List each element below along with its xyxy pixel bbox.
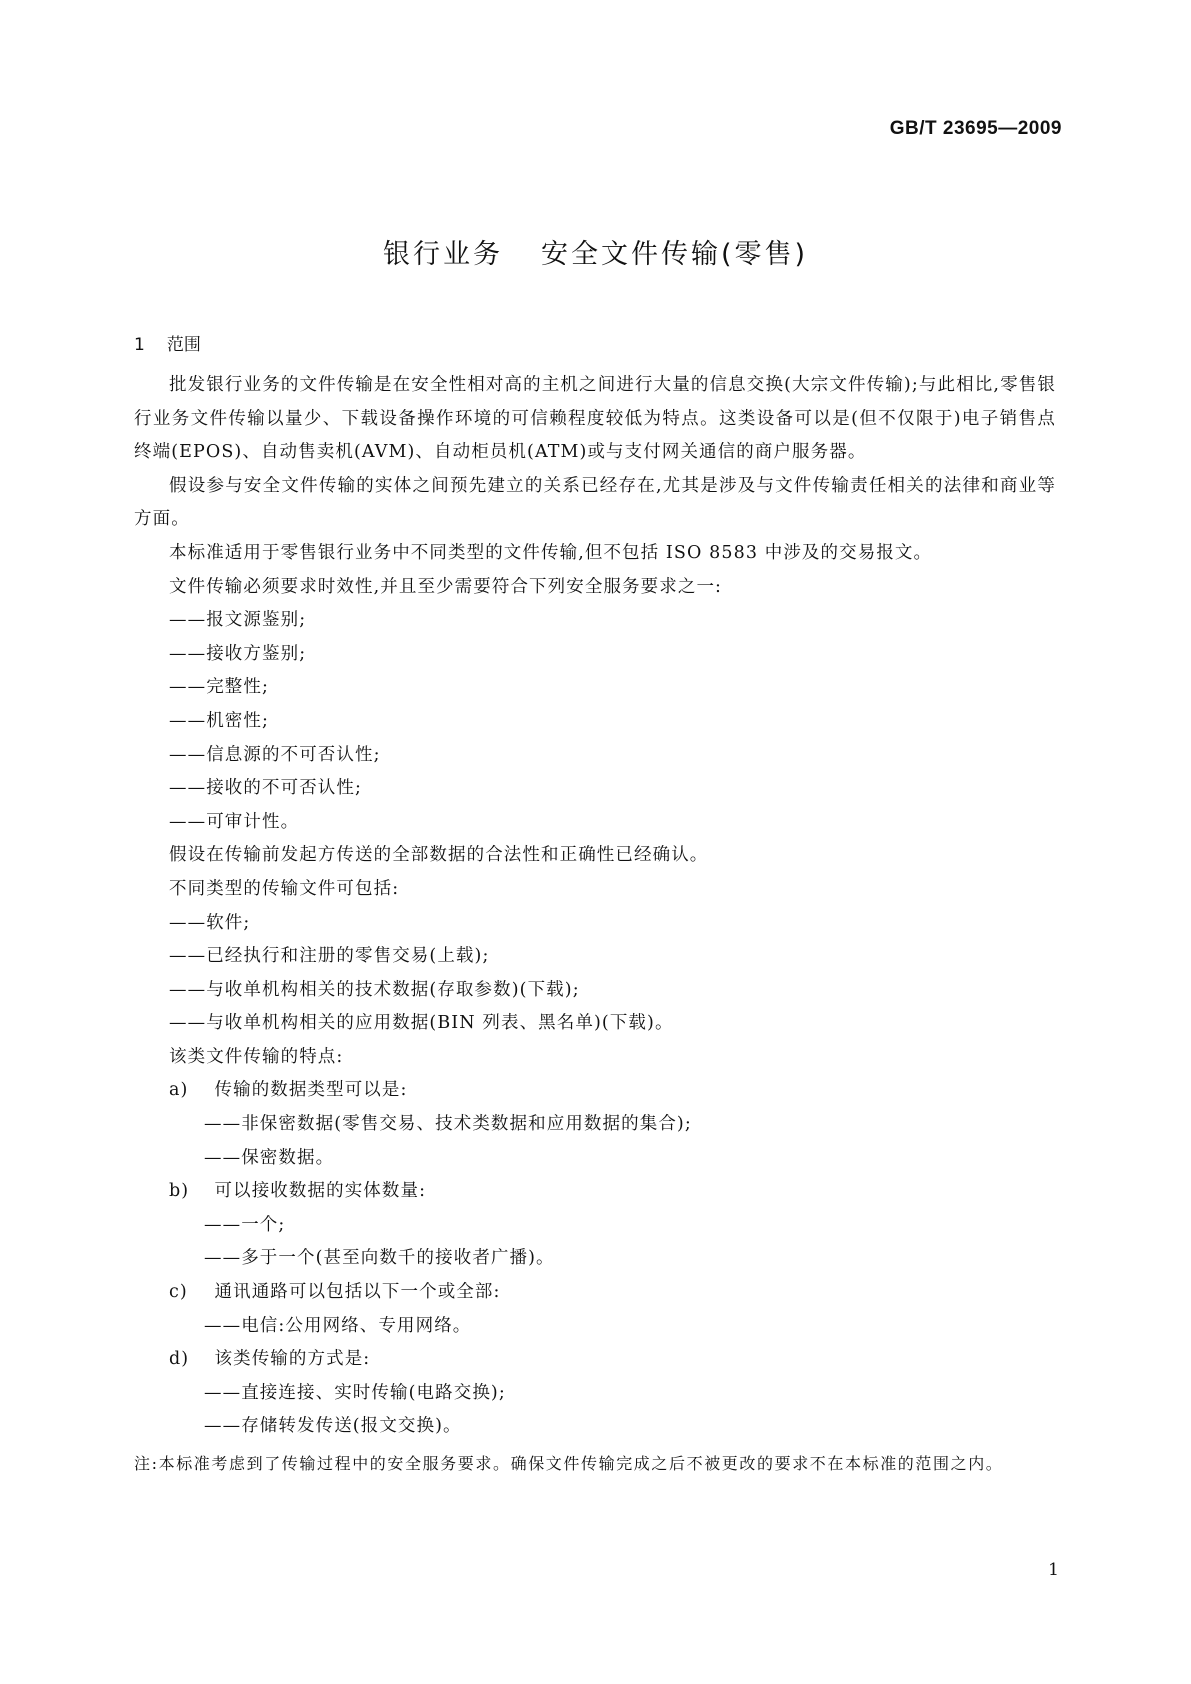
body-text bbox=[134, 369, 1056, 1479]
list-item: ——接收的不可否认性; bbox=[169, 778, 362, 799]
section-number: 1 bbox=[134, 335, 145, 355]
sub-item: ——一个; bbox=[204, 1214, 286, 1235]
sub-item: ——非保密数据(零售交易、技术类数据和应用数据的集合); bbox=[204, 1114, 692, 1135]
file-types-intro: 不同类型的传输文件可包括: bbox=[169, 878, 400, 899]
feature-item bbox=[134, 1343, 1056, 1377]
security-intro: 文件传输必须要求时效性,并且至少需要符合下列安全服务要求之一: bbox=[169, 576, 723, 597]
paragraph: 批发银行业务的文件传输是在安全性相对高的主机之间进行大量的信息交换(大宗文件传输);与此相比,零售银行业务文件传输以量少、下载设备操作环境的可信赖程度较低为特点。这类设备可以是(但不仅限于)电子销售点终端(EPOS)、自动售卖机(AVM)、自动柜员机(ATM)或与支付网关通信的商户服务器。 bbox=[134, 375, 1056, 463]
sub-item: ——保密数据。 bbox=[204, 1147, 335, 1168]
sub-item: ——多于一个(甚至向数千的接收者广播)。 bbox=[204, 1248, 555, 1269]
standard-code: GB/T 23695—2009 bbox=[889, 118, 1062, 139]
item-text: 该类传输的方式是: bbox=[214, 1349, 371, 1370]
item-text: 可以接收数据的实体数量: bbox=[214, 1181, 427, 1202]
section-heading bbox=[134, 330, 201, 355]
section-title: 范围 bbox=[166, 335, 201, 355]
title-part-2: 安全文件传输(零售) bbox=[540, 239, 809, 270]
list-item: ——信息源的不可否认性; bbox=[169, 744, 381, 765]
list-item: ——与收单机构相关的技术数据(存取参数)(下载); bbox=[169, 979, 580, 1000]
item-text: 通讯通路可以包括以下一个或全部: bbox=[214, 1282, 501, 1303]
list-item: ——可审计性。 bbox=[169, 811, 300, 832]
list-item: ——与收单机构相关的应用数据(BIN 列表、黑名单)(下载)。 bbox=[169, 1013, 674, 1034]
item-text: 传输的数据类型可以是: bbox=[214, 1080, 408, 1101]
item-label: c) bbox=[169, 1282, 188, 1303]
list-item: ——软件; bbox=[169, 912, 251, 933]
assumption-line: 假设在传输前发起方传送的全部数据的合法性和正确性已经确认。 bbox=[169, 845, 709, 866]
page-number: 1 bbox=[1048, 1560, 1059, 1580]
list-item: ——已经执行和注册的零售交易(上载); bbox=[169, 946, 490, 967]
note: 注:本标准考虑到了传输过程中的安全服务要求。确保文件传输完成之后不被更改的要求不在本标准的范围之内。 bbox=[134, 1454, 1004, 1473]
feature-item bbox=[134, 1074, 1056, 1108]
item-label: b) bbox=[169, 1181, 190, 1202]
sub-item: ——电信:公用网络、专用网络。 bbox=[204, 1315, 472, 1336]
paragraph: 假设参与安全文件传输的实体之间预先建立的关系已经存在,尤其是涉及与文件传输责任相关的法律和商业等方面。 bbox=[134, 475, 1056, 530]
list-item: ——报文源鉴别; bbox=[169, 610, 307, 631]
feature-item bbox=[134, 1276, 1056, 1310]
scope-line: 本标准适用于零售银行业务中不同类型的文件传输,但不包括 ISO 8583 中涉及的交易报文。 bbox=[169, 542, 933, 563]
item-label: d) bbox=[169, 1349, 190, 1370]
title-part-1: 银行业务 bbox=[382, 239, 503, 270]
item-label: a) bbox=[169, 1080, 189, 1101]
features-intro: 该类文件传输的特点: bbox=[169, 1046, 344, 1067]
page-title bbox=[0, 232, 1191, 271]
list-item: ——完整性; bbox=[169, 677, 269, 698]
list-item: ——接收方鉴别; bbox=[169, 643, 307, 664]
list-item: ——机密性; bbox=[169, 710, 269, 731]
feature-item bbox=[134, 1175, 1056, 1209]
sub-item: ——直接连接、实时传输(电路交换); bbox=[204, 1382, 506, 1403]
sub-item: ——存储转发传送(报文交换)。 bbox=[204, 1416, 462, 1437]
